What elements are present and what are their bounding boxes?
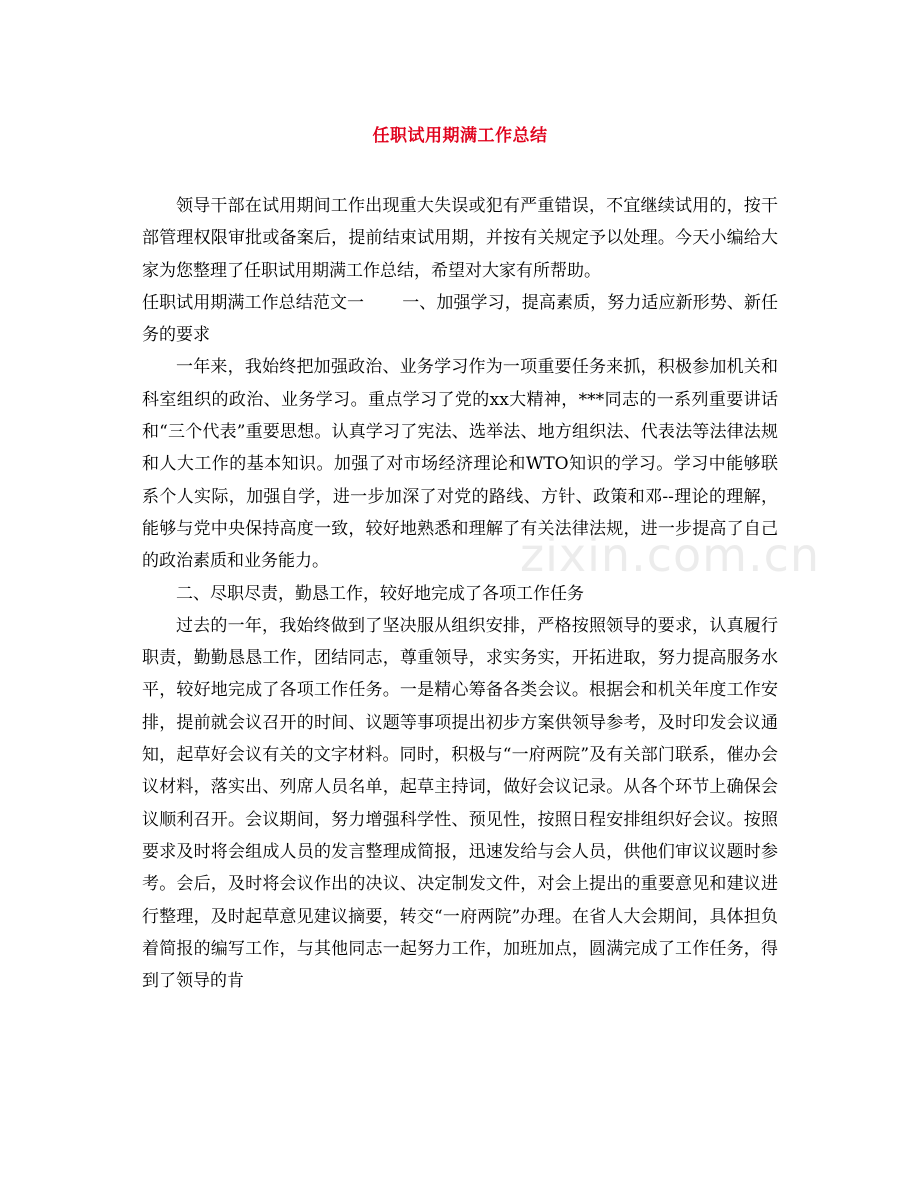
sample-label: 任职试用期满工作总结范文一 xyxy=(142,292,365,313)
document-body xyxy=(142,190,778,997)
section-heading-1: 一、加强学习，提高素质，努力适应新形势、新任务的要求 xyxy=(142,292,779,346)
watermark: zixin.com.cn xyxy=(520,528,821,582)
section-2-paragraph: 过去的一年，我始终做到了坚决服从组织安排，严格按照领导的要求，认真履行职责，勤勤恳恳工作，团结同志，尊重领导，求实务实，开拓进取，努力提高服务水平，较好地完成了各项工作任务。一是精心筹备各类会议。根据会和机关年度工作安排，提前就会议召开的时间、议题等事项提出初步方案供领导参考，及时印发会议通知，起草好会议有关的文字材料。同时，积极与“一府两院”及有关部门联系，催办会议材料，落实出、列席人员名单，起草主持词，做好会议记录。从各个环节上确保会议顺利召开。会议期间，努力增强科学性、预见性，按照日程安排组织好会议。按照要求及时将会组成人员的发言整理成简报，迅速发给与会人员，供他们审议议题时参考。会后，及时将会议作出的决议、决定制发文件，对会上提出的重要意见和建议进行整理，及时起草意见建议摘要，转交“一府两院”办理。在省人大会期间，具体担负着简报的编写工作，与其他同志一起努力工作，加班加点，圆满完成了工作任务，得到了领导的肯 xyxy=(142,615,778,992)
section-heading-2: 二、尽职尽责，勤恳工作，较好地完成了各项工作任务 xyxy=(176,583,584,604)
sample-heading-line xyxy=(142,287,778,352)
section-1-paragraph: 一年来，我始终把加强政治、业务学习作为一项重要任务来抓，积极参加机关和科室组织的政治、业务学习。重点学习了党的xx大精神，***同志的一系列重要讲话和“三个代表”重要思想。认真学习了宪法、选举法、地方组织法、代表法等法律法规和人大工作的基本知识。加强了对市场经济理论和WTO知识的学习。学习中能够联系个人实际，加强自学，进一步加深了对党的路线、方针、政策和邓--理论的理解，能够与党中央保持高度一致，较好地熟悉和理解了有关法律法规，进一步提高了自己的政治素质和业务能力。 xyxy=(142,357,778,572)
intro-paragraph: 领导干部在试用期间工作出现重大失误或犯有严重错误，不宜继续试用的，按干部管理权限审批或备案后，提前结束试用期，并按有关规定予以处理。今天小编给大家为您整理了任职试用期满工作总结，希望对大家有所帮助。 xyxy=(142,196,778,281)
document-title: 任职试用期满工作总结 xyxy=(372,126,548,146)
